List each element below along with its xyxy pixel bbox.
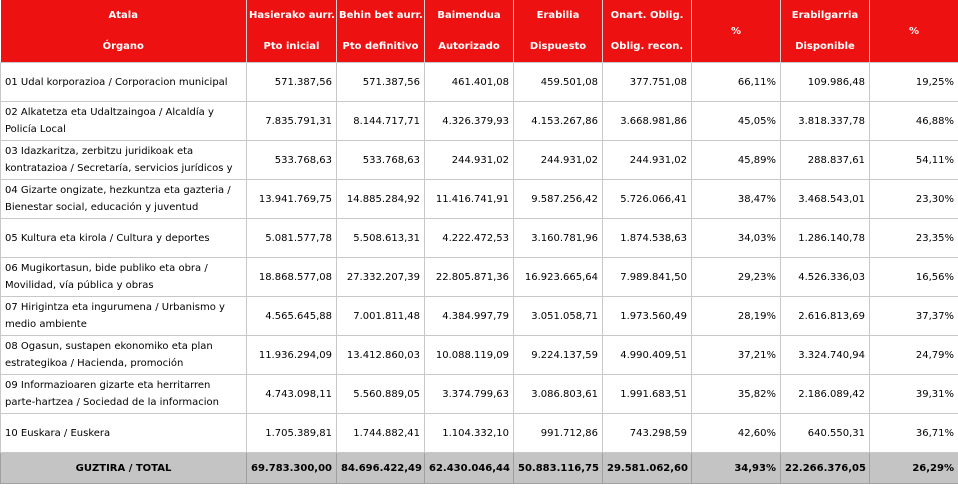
cell-authorized: 1.104.332,10 [425, 414, 514, 453]
cell-final-budget: 571.387,56 [337, 63, 425, 102]
cell-final-budget: 27.332.207,39 [337, 258, 425, 297]
cell-committed: 9.224.137,59 [514, 336, 603, 375]
cell-final-budget: 8.144.717,71 [337, 102, 425, 141]
cell-committed: 9.587.256,42 [514, 180, 603, 219]
total-available: 22.266.376,05 [781, 453, 870, 484]
total-percent-executed: 34,93% [692, 453, 781, 484]
cell-committed: 16.923.665,64 [514, 258, 603, 297]
cell-percent-executed: 35,82% [692, 375, 781, 414]
header-percent-available: % [870, 0, 958, 63]
cell-authorized: 10.088.119,09 [425, 336, 514, 375]
header-row-2 [1, 31, 958, 63]
cell-final-budget: 533.768,63 [337, 141, 425, 180]
total-initial-budget: 69.783.300,00 [247, 453, 337, 484]
table-row [1, 141, 958, 180]
cell-percent-executed: 45,89% [692, 141, 781, 180]
cell-committed: 459.501,08 [514, 63, 603, 102]
cell-available: 3.468.543,01 [781, 180, 870, 219]
header-obligations: Onart. Oblig. [603, 0, 692, 31]
row-label: 01 Udal korporazioa / Corporacion municipal [1, 63, 247, 102]
cell-final-budget: 7.001.811,48 [337, 297, 425, 336]
cell-percent-available: 23,30% [870, 180, 958, 219]
total-final-budget: 84.696.422,49 [337, 453, 425, 484]
cell-committed: 3.086.803,61 [514, 375, 603, 414]
header-organ: Órgano [1, 31, 247, 63]
header-oblig-recon: Oblig. recon. [603, 31, 692, 63]
cell-committed: 3.160.781,96 [514, 219, 603, 258]
cell-authorized: 4.222.472,53 [425, 219, 514, 258]
cell-available: 288.837,61 [781, 141, 870, 180]
row-label: 10 Euskara / Euskera [1, 414, 247, 453]
row-label: 02 Alkatetza eta Udaltzaingoa / Alcaldía y Policía Local [1, 102, 247, 141]
cell-authorized: 3.374.799,63 [425, 375, 514, 414]
cell-obligations: 743.298,59 [603, 414, 692, 453]
cell-available: 3.324.740,94 [781, 336, 870, 375]
table-row [1, 102, 958, 141]
cell-final-budget: 14.885.284,92 [337, 180, 425, 219]
table-row [1, 180, 958, 219]
cell-available: 2.186.089,42 [781, 375, 870, 414]
total-committed: 50.883.116,75 [514, 453, 603, 484]
cell-initial-budget: 7.835.791,31 [247, 102, 337, 141]
cell-percent-executed: 45,05% [692, 102, 781, 141]
header-percent-executed: % [692, 0, 781, 63]
cell-percent-available: 23,35% [870, 219, 958, 258]
cell-final-budget: 5.508.613,31 [337, 219, 425, 258]
cell-percent-executed: 66,11% [692, 63, 781, 102]
cell-percent-executed: 28,19% [692, 297, 781, 336]
row-label: 05 Kultura eta kirola / Cultura y deportes [1, 219, 247, 258]
cell-committed: 244.931,02 [514, 141, 603, 180]
cell-initial-budget: 1.705.389,81 [247, 414, 337, 453]
cell-obligations: 1.973.560,49 [603, 297, 692, 336]
header-authorized: Baimendua [425, 0, 514, 31]
cell-initial-budget: 4.565.645,88 [247, 297, 337, 336]
cell-percent-executed: 42,60% [692, 414, 781, 453]
header-pto-inicial: Pto inicial [247, 31, 337, 63]
total-row [1, 453, 958, 484]
cell-final-budget: 1.744.882,41 [337, 414, 425, 453]
cell-committed: 991.712,86 [514, 414, 603, 453]
cell-percent-available: 16,56% [870, 258, 958, 297]
row-label: 09 Informazioaren gizarte eta herritarren parte-hartzea / Sociedad de la informacion [1, 375, 247, 414]
cell-percent-available: 37,37% [870, 297, 958, 336]
total-label: GUZTIRA / TOTAL [1, 453, 247, 484]
header-autorizado: Autorizado [425, 31, 514, 63]
header-dispuesto: Dispuesto [514, 31, 603, 63]
cell-percent-available: 19,25% [870, 63, 958, 102]
cell-initial-budget: 18.868.577,08 [247, 258, 337, 297]
cell-initial-budget: 571.387,56 [247, 63, 337, 102]
cell-final-budget: 5.560.889,05 [337, 375, 425, 414]
cell-percent-executed: 37,21% [692, 336, 781, 375]
table-row [1, 63, 958, 102]
table-body [1, 63, 958, 484]
cell-initial-budget: 13.941.769,75 [247, 180, 337, 219]
total-authorized: 62.430.046,44 [425, 453, 514, 484]
cell-obligations: 5.726.066,41 [603, 180, 692, 219]
cell-percent-available: 39,31% [870, 375, 958, 414]
cell-percent-available: 24,79% [870, 336, 958, 375]
header-available: Erabilgarria [781, 0, 870, 31]
cell-obligations: 7.989.841,50 [603, 258, 692, 297]
cell-percent-executed: 29,23% [692, 258, 781, 297]
cell-authorized: 461.401,08 [425, 63, 514, 102]
cell-obligations: 4.990.409,51 [603, 336, 692, 375]
cell-authorized: 4.384.997,79 [425, 297, 514, 336]
table-header [1, 0, 958, 63]
table-row [1, 336, 958, 375]
table-row [1, 414, 958, 453]
header-final-budget: Behin bet aurr. [337, 0, 425, 31]
total-obligations: 29.581.062,60 [603, 453, 692, 484]
cell-authorized: 4.326.379,93 [425, 102, 514, 141]
header-row-1 [1, 0, 958, 31]
cell-percent-available: 36,71% [870, 414, 958, 453]
cell-committed: 4.153.267,86 [514, 102, 603, 141]
cell-percent-available: 46,88% [870, 102, 958, 141]
row-label: 08 Ogasun, sustapen ekonomiko eta plan estrategikoa / Hacienda, promoción [1, 336, 247, 375]
cell-obligations: 244.931,02 [603, 141, 692, 180]
cell-available: 4.526.336,03 [781, 258, 870, 297]
cell-initial-budget: 5.081.577,78 [247, 219, 337, 258]
cell-obligations: 1.874.538,63 [603, 219, 692, 258]
row-label: 07 Hirigintza eta ingurumena / Urbanismo y medio ambiente [1, 297, 247, 336]
header-section: Atala [1, 0, 247, 31]
header-committed: Erabilia [514, 0, 603, 31]
cell-authorized: 244.931,02 [425, 141, 514, 180]
cell-available: 3.818.337,78 [781, 102, 870, 141]
row-label: 03 Idazkaritza, zerbitzu juridikoak eta kontratazioa / Secretaría, servicios jurídicos y [1, 141, 247, 180]
row-label: 06 Mugikortasun, bide publiko eta obra / Movilidad, vía pública y obras [1, 258, 247, 297]
header-initial-budget: Hasierako aurr. [247, 0, 337, 31]
cell-percent-available: 54,11% [870, 141, 958, 180]
cell-authorized: 22.805.871,36 [425, 258, 514, 297]
table-row [1, 297, 958, 336]
cell-final-budget: 13.412.860,03 [337, 336, 425, 375]
header-pto-definitivo: Pto definitivo [337, 31, 425, 63]
cell-obligations: 377.751,08 [603, 63, 692, 102]
header-disponible: Disponible [781, 31, 870, 63]
cell-authorized: 11.416.741,91 [425, 180, 514, 219]
cell-initial-budget: 11.936.294,09 [247, 336, 337, 375]
cell-initial-budget: 4.743.098,11 [247, 375, 337, 414]
cell-obligations: 1.991.683,51 [603, 375, 692, 414]
cell-available: 2.616.813,69 [781, 297, 870, 336]
total-percent-available: 26,29% [870, 453, 958, 484]
table-row [1, 258, 958, 297]
table-row [1, 219, 958, 258]
cell-initial-budget: 533.768,63 [247, 141, 337, 180]
cell-percent-executed: 38,47% [692, 180, 781, 219]
cell-obligations: 3.668.981,86 [603, 102, 692, 141]
row-label: 04 Gizarte ongizate, hezkuntza eta gazteria / Bienestar social, educación y juventud [1, 180, 247, 219]
cell-available: 1.286.140,78 [781, 219, 870, 258]
cell-available: 640.550,31 [781, 414, 870, 453]
cell-committed: 3.051.058,71 [514, 297, 603, 336]
cell-percent-executed: 34,03% [692, 219, 781, 258]
cell-available: 109.986,48 [781, 63, 870, 102]
table-row [1, 375, 958, 414]
